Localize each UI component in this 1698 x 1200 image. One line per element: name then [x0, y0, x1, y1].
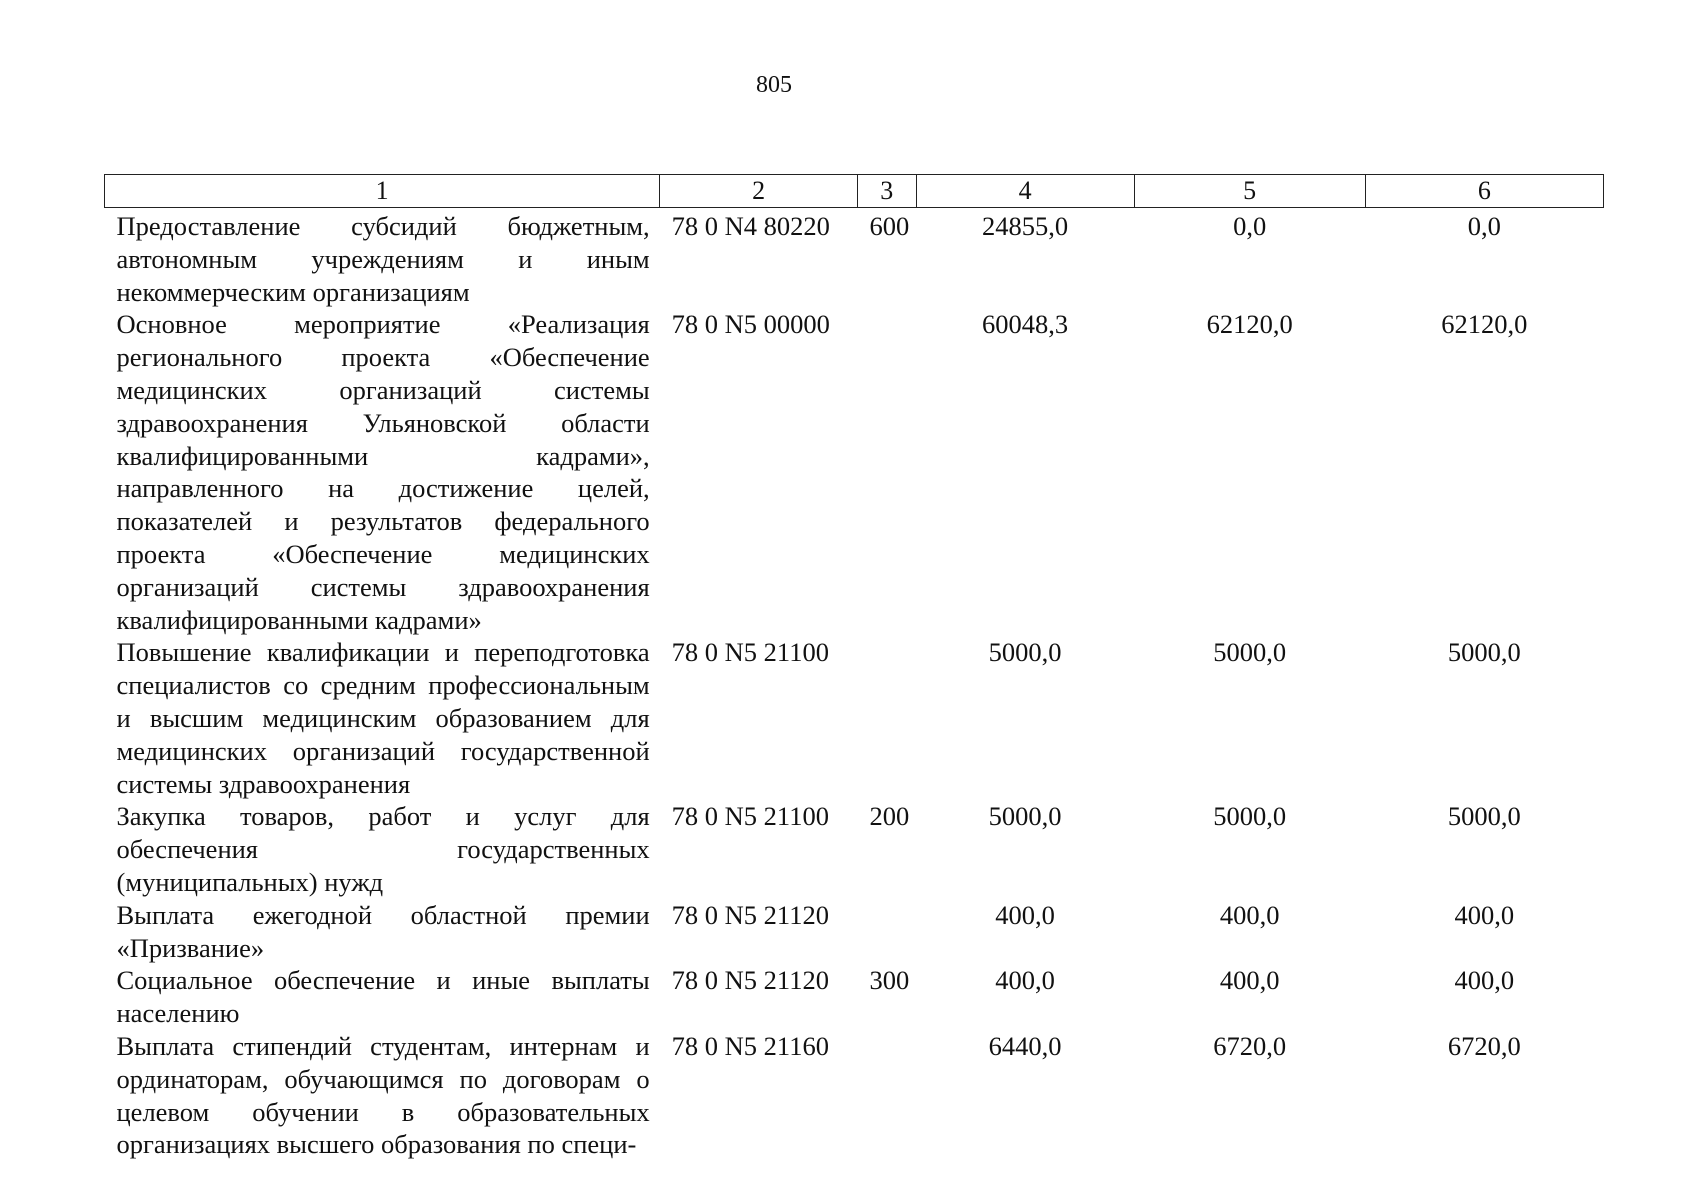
row-value-col4: 6440,0 — [988, 1030, 1062, 1061]
row-value-col5: 62120,0 — [1206, 309, 1293, 340]
row-code: 78 0 N5 21100 — [671, 801, 829, 832]
row-name: Основное мероприятие «Реализация регионального проекта «Обеспечение медицинских организаций системы здравоохранения Ульяновской области квалифицированными кадрами», направленного на достижение целей, показателей и результатов федерального проекта «Обеспечение медицинских организаций системы здравоохранения квалифицированными кадрами» — [116, 309, 650, 635]
table-row — [105, 899, 1604, 965]
column-header-5: 5 — [1134, 175, 1365, 208]
page-number — [0, 72, 1698, 99]
row-value-col5: 400,0 — [1219, 965, 1280, 996]
row-value-col4: 24855,0 — [982, 211, 1069, 241]
row-name: Повышение квалификации и переподготовка специалистов со средним профессиональным и высшим медицинским образованием для медицинских организаций государственной системы здравоохранения — [116, 637, 650, 799]
row-code: 78 0 N5 21160 — [671, 1030, 829, 1061]
row-value-col5: 0,0 — [1233, 211, 1267, 241]
row-value-col4: 5000,0 — [988, 801, 1062, 832]
row-value-col6: 400,0 — [1454, 965, 1515, 996]
row-name: Социальное обеспечение и иные выплаты населению — [116, 965, 650, 1029]
row-code: 78 0 N5 00000 — [671, 309, 830, 340]
row-value-col5: 400,0 — [1219, 899, 1280, 930]
table-row — [105, 800, 1604, 898]
row-expense-type: 200 — [869, 801, 910, 832]
row-code: 78 0 N5 21120 — [671, 965, 829, 996]
row-value-col5: 5000,0 — [1213, 637, 1287, 668]
column-header-2: 2 — [660, 175, 858, 208]
table-row — [105, 636, 1604, 800]
row-expense-type — [858, 1030, 917, 1161]
row-value-col4: 5000,0 — [988, 637, 1062, 668]
column-header-4: 4 — [916, 175, 1134, 208]
table-row — [105, 208, 1604, 309]
row-expense-type: 600 — [869, 211, 910, 241]
row-expense-type — [858, 308, 917, 636]
row-expense-type: 300 — [869, 965, 910, 996]
row-code: 78 0 N4 80220 — [671, 211, 830, 241]
column-header-1: 1 — [105, 175, 660, 208]
column-header-6: 6 — [1365, 175, 1603, 208]
row-name: Выплата ежегодной областной премии «Призвание» — [116, 899, 650, 963]
column-header-3: 3 — [858, 175, 917, 208]
row-name: Закупка товаров, работ и услуг для обеспечения государственных (муниципальных) нужд — [116, 801, 650, 897]
page-number-text: 805 — [756, 72, 792, 98]
row-value-col5: 6720,0 — [1213, 1030, 1287, 1061]
row-value-col6: 5000,0 — [1447, 637, 1521, 668]
row-code: 78 0 N5 21100 — [671, 637, 829, 668]
row-value-col4: 400,0 — [995, 899, 1055, 930]
row-name: Выплата стипендий студентам, интернам и ординаторам, обучающимся по договорам о целевом обучении в образовательных организациях высшего образования по специ- — [116, 1030, 650, 1160]
row-value-col6: 6720,0 — [1447, 1030, 1521, 1061]
row-value-col6: 5000,0 — [1447, 801, 1521, 832]
table-row — [105, 964, 1604, 1030]
row-value-col5: 5000,0 — [1213, 801, 1287, 832]
row-value-col4: 400,0 — [995, 965, 1055, 996]
row-expense-type — [858, 899, 917, 965]
row-expense-type — [858, 636, 917, 800]
table-row — [105, 1030, 1604, 1161]
row-value-col6: 400,0 — [1454, 899, 1515, 930]
budget-table — [104, 174, 1604, 1161]
row-value-col4: 60048,3 — [982, 309, 1069, 340]
table-row — [105, 308, 1604, 636]
row-value-col6: 0,0 — [1467, 211, 1501, 241]
row-value-col6: 62120,0 — [1441, 309, 1528, 340]
row-name: Предоставление субсидий бюджетным, автономным учреждениям и иным некоммерческим организациям — [116, 211, 650, 307]
row-code: 78 0 N5 21120 — [671, 899, 829, 930]
table-header-row — [105, 175, 1604, 208]
